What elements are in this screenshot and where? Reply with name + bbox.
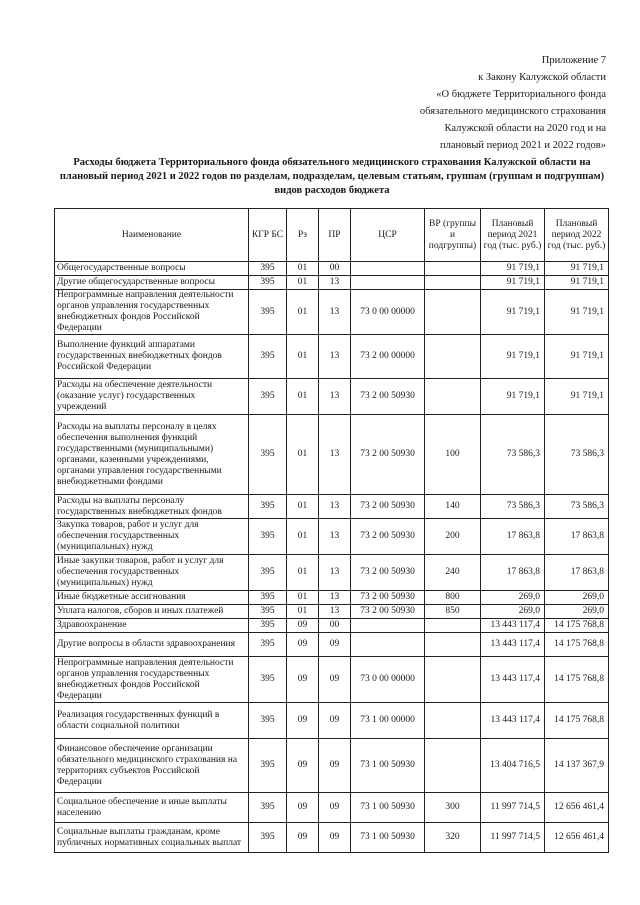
table-row — [55, 415, 609, 495]
row-vr-cell — [425, 276, 481, 290]
row-csr-cell: 73 0 00 00000 — [351, 657, 425, 703]
row-pr-cell: 13 — [319, 415, 351, 495]
row-rz-cell: 01 — [287, 276, 319, 290]
row-kgrbs-cell: 395 — [249, 619, 287, 633]
row-kgrbs-cell: 395 — [249, 823, 287, 853]
row-name-cell: Иные закупки товаров, работ и услуг для обеспечения государственных (муниципальных) нужд — [55, 555, 249, 591]
row-csr-cell: 73 1 00 50930 — [351, 739, 425, 793]
table-row — [55, 555, 609, 591]
row-2022-cell: 269,0 — [545, 591, 609, 605]
header-kgrbs: КГР БС — [249, 209, 287, 262]
row-2021-cell: 17 863,8 — [481, 519, 545, 555]
header-csr: ЦСР — [351, 209, 425, 262]
row-pr-cell: 09 — [319, 657, 351, 703]
row-vr-cell: 800 — [425, 591, 481, 605]
row-kgrbs-cell: 395 — [249, 739, 287, 793]
table-row — [55, 591, 609, 605]
row-csr-cell: 73 2 00 50930 — [351, 415, 425, 495]
row-csr-cell: 73 1 00 00000 — [351, 703, 425, 739]
row-vr-cell: 320 — [425, 823, 481, 853]
row-kgrbs-cell: 395 — [249, 591, 287, 605]
row-vr-cell — [425, 262, 481, 276]
row-rz-cell: 01 — [287, 591, 319, 605]
row-pr-cell: 09 — [319, 739, 351, 793]
row-2021-cell: 11 997 714,5 — [481, 823, 545, 853]
row-csr-cell: 73 1 00 50930 — [351, 823, 425, 853]
row-2022-cell: 17 863,8 — [545, 555, 609, 591]
row-pr-cell: 00 — [319, 262, 351, 276]
row-csr-cell: 73 2 00 50930 — [351, 495, 425, 519]
table-row — [55, 262, 609, 276]
header-2021: Плановый период 2021 год (тыс. руб.) — [481, 209, 545, 262]
table-row — [55, 335, 609, 379]
row-vr-cell: 300 — [425, 793, 481, 823]
table-row — [55, 605, 609, 619]
row-vr-cell: 140 — [425, 495, 481, 519]
table-row — [55, 290, 609, 335]
row-vr-cell — [425, 619, 481, 633]
row-pr-cell: 00 — [319, 619, 351, 633]
appendix-line: плановый период 2021 и 2022 годов» — [440, 140, 606, 151]
row-rz-cell: 09 — [287, 657, 319, 703]
row-kgrbs-cell: 395 — [249, 262, 287, 276]
row-kgrbs-cell: 395 — [249, 290, 287, 335]
appendix-line: обязательного медицинского страхования — [419, 106, 606, 117]
row-rz-cell: 01 — [287, 495, 319, 519]
row-vr-cell — [425, 379, 481, 415]
header-rz: Рз — [287, 209, 319, 262]
row-vr-cell: 850 — [425, 605, 481, 619]
header-name: Наименование — [55, 209, 249, 262]
row-pr-cell: 13 — [319, 335, 351, 379]
row-kgrbs-cell: 395 — [249, 379, 287, 415]
row-kgrbs-cell: 395 — [249, 633, 287, 657]
row-csr-cell — [351, 633, 425, 657]
row-kgrbs-cell: 395 — [249, 495, 287, 519]
row-name-cell: Непрограммные направления деятельности органов управления государственных внебюджетных фондов Российской Федерации — [55, 657, 249, 703]
row-2022-cell: 91 719,1 — [545, 379, 609, 415]
row-name-cell: Иные бюджетные ассигнования — [55, 591, 249, 605]
row-2022-cell: 12 656 461,4 — [545, 793, 609, 823]
row-csr-cell: 73 2 00 50930 — [351, 591, 425, 605]
row-2022-cell: 91 719,1 — [545, 262, 609, 276]
row-pr-cell: 09 — [319, 633, 351, 657]
row-2021-cell: 13 443 117,4 — [481, 703, 545, 739]
row-pr-cell: 13 — [319, 555, 351, 591]
row-2021-cell: 91 719,1 — [481, 276, 545, 290]
appendix-line: «О бюджете Территориального фонда — [436, 89, 606, 100]
row-csr-cell: 73 0 00 00000 — [351, 290, 425, 335]
row-vr-cell — [425, 739, 481, 793]
row-csr-cell: 73 1 00 50930 — [351, 793, 425, 823]
row-2021-cell: 91 719,1 — [481, 335, 545, 379]
row-csr-cell: 73 2 00 50930 — [351, 379, 425, 415]
row-name-cell: Реализация государственных функций в области социальной политики — [55, 703, 249, 739]
row-pr-cell: 09 — [319, 793, 351, 823]
row-rz-cell: 01 — [287, 335, 319, 379]
table-header-row — [55, 209, 609, 262]
table-row — [55, 276, 609, 290]
appendix-line: Калужской области на 2020 год и на — [444, 123, 606, 134]
row-csr-cell: 73 2 00 50930 — [351, 519, 425, 555]
table-row — [55, 739, 609, 793]
row-kgrbs-cell: 395 — [249, 555, 287, 591]
row-pr-cell: 13 — [319, 495, 351, 519]
row-2021-cell: 13 443 117,4 — [481, 657, 545, 703]
row-rz-cell: 01 — [287, 262, 319, 276]
row-pr-cell: 13 — [319, 519, 351, 555]
row-2021-cell: 11 997 714,5 — [481, 793, 545, 823]
header-2022: Плановый период 2022 год (тыс. руб.) — [545, 209, 609, 262]
row-pr-cell: 09 — [319, 703, 351, 739]
row-2021-cell: 13 443 117,4 — [481, 633, 545, 657]
row-name-cell: Общегосударственные вопросы — [55, 262, 249, 276]
row-name-cell: Расходы на выплаты персоналу государственных внебюджетных фондов — [55, 495, 249, 519]
table-row — [55, 519, 609, 555]
row-2021-cell: 269,0 — [481, 605, 545, 619]
row-2021-cell: 13 443 117,4 — [481, 619, 545, 633]
row-rz-cell: 01 — [287, 290, 319, 335]
row-2021-cell: 13 404 716,5 — [481, 739, 545, 793]
row-rz-cell: 09 — [287, 823, 319, 853]
row-vr-cell — [425, 703, 481, 739]
row-csr-cell: 73 2 00 50930 — [351, 555, 425, 591]
appendix-line: Приложение 7 — [541, 55, 606, 66]
row-vr-cell: 100 — [425, 415, 481, 495]
header-vr: ВР (группы и подгруппы) — [425, 209, 481, 262]
row-2022-cell: 17 863,8 — [545, 519, 609, 555]
row-2022-cell: 14 175 768,8 — [545, 657, 609, 703]
row-kgrbs-cell: 395 — [249, 519, 287, 555]
row-kgrbs-cell: 395 — [249, 703, 287, 739]
row-kgrbs-cell: 395 — [249, 335, 287, 379]
row-csr-cell — [351, 262, 425, 276]
row-vr-cell — [425, 335, 481, 379]
row-2021-cell: 91 719,1 — [481, 379, 545, 415]
row-vr-cell — [425, 633, 481, 657]
row-2021-cell: 73 586,3 — [481, 415, 545, 495]
table-row — [55, 657, 609, 703]
row-2022-cell: 12 656 461,4 — [545, 823, 609, 853]
row-name-cell: Социальные выплаты гражданам, кроме публичных нормативных социальных выплат — [55, 823, 249, 853]
document-title: Расходы бюджета Территориального фонда обязательного медицинского страхования Калужской области на плановый период 2021 и 2022 годов по разделам, подразделам, целевым статьям, группам (группам и подгруппам) видов расходов бюджета — [59, 157, 605, 196]
row-2021-cell: 17 863,8 — [481, 555, 545, 591]
row-name-cell: Здравоохранение — [55, 619, 249, 633]
row-2022-cell: 269,0 — [545, 605, 609, 619]
budget-table — [54, 208, 609, 853]
row-kgrbs-cell: 395 — [249, 415, 287, 495]
table-row — [55, 703, 609, 739]
row-2022-cell: 14 175 768,8 — [545, 703, 609, 739]
row-name-cell: Непрограммные направления деятельности органов управления государственных внебюджетных фондов Российской Федерации — [55, 290, 249, 335]
row-name-cell: Расходы на обеспечение деятельности (оказание услуг) государственных учреждений — [55, 379, 249, 415]
row-rz-cell: 09 — [287, 633, 319, 657]
row-rz-cell: 01 — [287, 605, 319, 619]
row-2022-cell: 14 137 367,9 — [545, 739, 609, 793]
row-vr-cell: 200 — [425, 519, 481, 555]
row-rz-cell: 01 — [287, 415, 319, 495]
row-kgrbs-cell: 395 — [249, 605, 287, 619]
row-2022-cell: 91 719,1 — [545, 290, 609, 335]
table-row — [55, 619, 609, 633]
row-kgrbs-cell: 395 — [249, 657, 287, 703]
row-name-cell: Расходы на выплаты персоналу в целях обеспечения выполнения функций государственными (муниципальными) органами, казенными учреждениями, органами управления государственными внебюджетными фондами — [55, 415, 249, 495]
row-pr-cell: 13 — [319, 591, 351, 605]
row-name-cell: Другие вопросы в области здравоохранения — [55, 633, 249, 657]
row-name-cell: Другие общегосударственные вопросы — [55, 276, 249, 290]
row-name-cell: Выполнение функций аппаратами государственных внебюджетных фондов Российской Федерации — [55, 335, 249, 379]
table-row — [55, 379, 609, 415]
appendix-line: к Закону Калужской области — [478, 72, 606, 83]
row-rz-cell: 09 — [287, 793, 319, 823]
row-vr-cell: 240 — [425, 555, 481, 591]
row-2021-cell: 73 586,3 — [481, 495, 545, 519]
row-2021-cell: 269,0 — [481, 591, 545, 605]
row-pr-cell: 13 — [319, 605, 351, 619]
row-2022-cell: 91 719,1 — [545, 276, 609, 290]
row-kgrbs-cell: 395 — [249, 793, 287, 823]
row-2021-cell: 91 719,1 — [481, 262, 545, 276]
row-pr-cell: 13 — [319, 290, 351, 335]
row-2022-cell: 73 586,3 — [545, 415, 609, 495]
row-name-cell: Финансовое обеспечение организации обязательного медицинского страхования на территориях субъектов Российской Федерации — [55, 739, 249, 793]
row-csr-cell — [351, 619, 425, 633]
table-row — [55, 495, 609, 519]
row-pr-cell: 09 — [319, 823, 351, 853]
row-rz-cell: 09 — [287, 619, 319, 633]
row-2022-cell: 14 175 768,8 — [545, 619, 609, 633]
row-2022-cell: 91 719,1 — [545, 335, 609, 379]
row-2022-cell: 73 586,3 — [545, 495, 609, 519]
row-name-cell: Закупка товаров, работ и услуг для обеспечения государственных (муниципальных) нужд — [55, 519, 249, 555]
table-row — [55, 793, 609, 823]
row-pr-cell: 13 — [319, 276, 351, 290]
row-csr-cell: 73 2 00 00000 — [351, 335, 425, 379]
row-rz-cell: 01 — [287, 519, 319, 555]
header-pr: ПР — [319, 209, 351, 262]
row-rz-cell: 09 — [287, 739, 319, 793]
row-vr-cell — [425, 657, 481, 703]
row-rz-cell: 01 — [287, 379, 319, 415]
row-pr-cell: 13 — [319, 379, 351, 415]
table-row — [55, 823, 609, 853]
table-row — [55, 633, 609, 657]
row-rz-cell: 09 — [287, 703, 319, 739]
row-csr-cell — [351, 276, 425, 290]
row-kgrbs-cell: 395 — [249, 276, 287, 290]
row-csr-cell: 73 2 00 50930 — [351, 605, 425, 619]
row-name-cell: Социальное обеспечение и иные выплаты населению — [55, 793, 249, 823]
row-name-cell: Уплата налогов, сборов и иных платежей — [55, 605, 249, 619]
appendix-header — [420, 52, 606, 154]
row-2022-cell: 14 175 768,8 — [545, 633, 609, 657]
row-rz-cell: 01 — [287, 555, 319, 591]
row-2021-cell: 91 719,1 — [481, 290, 545, 335]
row-vr-cell — [425, 290, 481, 335]
